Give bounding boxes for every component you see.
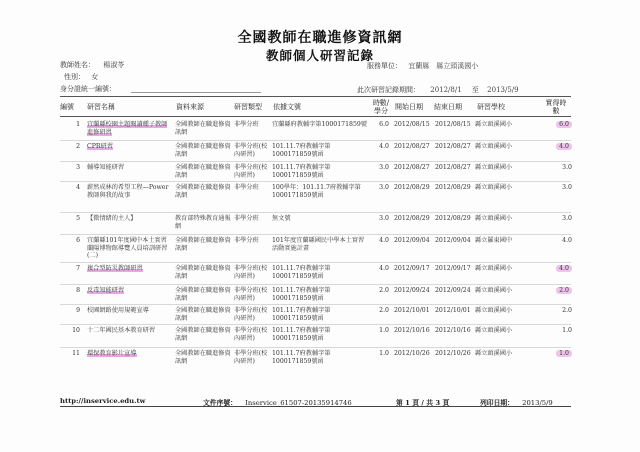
cell-actual (538, 327, 572, 335)
cell-end-text: 2012/08/27 (435, 164, 471, 171)
cell-source-text: 全國教師在職進修資訊網 (175, 164, 231, 179)
cell-doc-text: 100學年：101.11.7府教輔字第1000171859號函 (272, 184, 361, 199)
cell-doc (272, 287, 368, 302)
cell-actual-text: 4.0 (556, 143, 572, 150)
cell-hours (367, 143, 389, 151)
cell-start (394, 327, 432, 335)
cell-start-text: 2012/08/29 (394, 184, 430, 191)
cell-name (87, 350, 173, 358)
cell-start (394, 265, 432, 273)
cell-name-text: 宜蘭縣校園主題閱讀種子教師進修研習 (87, 121, 168, 136)
cell-no-text: 4 (76, 184, 80, 191)
record-period-to: 2013/5/9 (487, 86, 519, 94)
cell-hours-text: 4.0 (379, 265, 389, 272)
row-divider (60, 324, 571, 325)
cell-source-text: 全國教師在職進修資訊網 (175, 287, 231, 302)
cell-end (435, 184, 473, 192)
cell-doc-text: 101.11.7府教輔字第1000171859號函 (272, 327, 331, 342)
row-divider (60, 284, 571, 285)
teacher-gender-field (64, 72, 98, 82)
cell-actual (538, 307, 572, 315)
cell-end-text: 2012/08/29 (435, 184, 471, 191)
cell-name-text: 環保教育影片宣導 (87, 350, 137, 357)
document-subtitle: 教師個人研習記錄 (265, 48, 374, 63)
teacher-name-value: 楊淑苓 (103, 61, 125, 69)
col-header-end: 結束日期 (434, 103, 462, 111)
footer-doc-field (203, 397, 352, 407)
footer-print-date: 2013/5/9 (522, 399, 553, 407)
footer-doc-no: Inservice_61507-20135914746 (245, 399, 352, 407)
cell-source (175, 350, 231, 365)
cell-actual (538, 350, 572, 358)
cell-doc (272, 184, 368, 199)
cell-no-text: 10 (72, 327, 80, 334)
cell-school (475, 164, 535, 172)
table-top-rule (60, 96, 571, 97)
cell-type (234, 307, 272, 322)
cell-type (234, 327, 272, 342)
cell-source (175, 237, 231, 252)
cell-source (175, 327, 231, 342)
cell-start (394, 350, 432, 358)
cell-hours-text: 3.0 (379, 215, 389, 222)
cell-no-text: 7 (76, 265, 80, 272)
row-divider (60, 347, 571, 348)
cell-source (175, 121, 231, 136)
cell-school-text: 縣立頭溪國小 (475, 164, 513, 171)
cell-doc-text: 101.11.7府教輔字第1000171859號函 (272, 164, 331, 179)
cell-source (175, 215, 231, 230)
cell-type (234, 287, 272, 302)
cell-no (60, 184, 80, 192)
cell-no-text: 5 (76, 215, 80, 222)
cell-source-text: 全國教師在職進修資訊網 (175, 265, 231, 280)
cell-actual (538, 287, 572, 295)
cell-source-text: 全國教師在職進修資訊網 (175, 327, 231, 342)
cell-school-text: 縣立頭溪國小 (475, 350, 513, 357)
cell-source-text: 教育部特殊教育通報網 (175, 215, 231, 230)
col-header-start: 開始日期 (395, 103, 423, 111)
cell-school-text: 縣立頭溪國小 (475, 184, 513, 191)
cell-end-text: 2012/10/01 (435, 307, 471, 314)
cell-start (394, 237, 432, 245)
cell-name-text: 【微情緒的主人】 (87, 215, 137, 222)
cell-school-text: 縣立頭溪國小 (475, 287, 513, 294)
cell-school (475, 307, 535, 315)
cell-actual-text: 2.0 (556, 287, 572, 294)
cell-name-text: 反毒知能研習 (87, 287, 125, 294)
cell-actual-text: 3.0 (562, 215, 572, 222)
row-divider (60, 234, 571, 235)
cell-actual (538, 164, 572, 172)
cell-school-text: 縣立頭溪國小 (475, 215, 513, 222)
cell-no-text: 8 (76, 287, 80, 294)
cell-actual (538, 237, 572, 245)
cell-school (475, 184, 535, 192)
cell-actual (538, 121, 572, 129)
cell-start-text: 2012/08/15 (394, 121, 430, 128)
col-header-actual: 實得時數 (545, 99, 567, 115)
cell-name-text: 薪然成林的希望工程—Power教師與我的故事 (87, 184, 169, 199)
cell-doc-text: 無文號 (272, 215, 291, 222)
footer-doc-label: 文件序號： (203, 399, 237, 407)
cell-end (435, 265, 473, 273)
cell-end-text: 2012/08/15 (435, 121, 471, 128)
cell-school (475, 327, 535, 335)
record-period-from: 2012/8/1 (430, 86, 462, 94)
cell-actual (538, 215, 572, 223)
cell-actual-text: 1.0 (562, 327, 572, 334)
cell-name-text: 複合型防災教師研習 (87, 265, 143, 272)
cell-hours (367, 307, 389, 315)
cell-hours (367, 350, 389, 358)
cell-start (394, 164, 432, 172)
cell-source (175, 265, 231, 280)
cell-doc (272, 237, 368, 252)
cell-actual-text: 3.0 (562, 164, 572, 171)
cell-type (234, 265, 272, 280)
cell-type (234, 215, 272, 223)
cell-start (394, 287, 432, 295)
teacher-name-field (60, 60, 124, 70)
cell-actual (538, 184, 572, 192)
cell-school-text: 縣立頭溪國小 (475, 265, 513, 272)
cell-end (435, 164, 473, 172)
cell-type (234, 350, 272, 365)
cell-school-text: 縣立羅東國中 (475, 237, 513, 244)
cell-name (87, 164, 173, 172)
cell-school-text: 縣立頭溪國小 (475, 143, 513, 150)
cell-source (175, 287, 231, 302)
cell-no-text: 6 (76, 237, 80, 244)
cell-type-text: 非學分班 (234, 237, 259, 244)
cell-no (60, 287, 80, 295)
cell-type-text: 非學分班 (234, 121, 259, 128)
cell-start-text: 2012/10/26 (394, 350, 430, 357)
cell-no (60, 215, 80, 223)
col-header-school: 研習學校 (477, 103, 505, 111)
cell-start-text: 2012/09/17 (394, 265, 430, 272)
row-divider (60, 212, 571, 213)
cell-hours-text: 2.0 (379, 307, 389, 314)
cell-doc-text: 宜蘭縣府教輔字第1000171859號 (272, 121, 368, 128)
cell-doc (272, 265, 368, 280)
cell-name-text: CPR研習 (87, 143, 113, 150)
cell-hours-text: 3.0 (379, 164, 389, 171)
cell-school-text: 縣立頭溪國小 (475, 327, 513, 334)
row-divider (60, 304, 571, 305)
cell-start (394, 215, 432, 223)
cell-name (87, 265, 173, 273)
cell-end (435, 287, 473, 295)
cell-name-text: 校園網路使用規範宣導 (87, 307, 149, 314)
cell-start (394, 184, 432, 192)
cell-end (435, 143, 473, 151)
cell-type-text: 非學分班(校內研習) (234, 265, 268, 280)
cell-source (175, 307, 231, 322)
document-title: 全國教師在職進修資訊網 (237, 30, 403, 46)
cell-end (435, 350, 473, 358)
cell-actual-text: 2.0 (562, 307, 572, 314)
cell-end-text: 2012/09/24 (435, 287, 471, 294)
cell-no (60, 350, 80, 358)
cell-end-text: 2012/10/16 (435, 327, 471, 334)
cell-name (87, 327, 173, 335)
teacher-gender-label: 性別： (64, 73, 85, 81)
cell-doc (272, 121, 368, 129)
cell-start-text: 2012/09/04 (394, 237, 430, 244)
cell-name-text: 宜蘭縣101年度國中本土實習蘭陽博物館導覽人員培訓研習(二) (87, 237, 168, 259)
cell-hours (367, 287, 389, 295)
cell-end (435, 121, 473, 129)
teacher-gender-value: 女 (91, 73, 99, 81)
cell-no (60, 327, 80, 335)
cell-no (60, 265, 80, 273)
cell-name-text: 十二年國民基本教育研習 (87, 327, 156, 334)
cell-school (475, 265, 535, 273)
cell-no-text: 11 (72, 350, 80, 357)
cell-hours-text: 1.0 (379, 327, 389, 334)
cell-school (475, 215, 535, 223)
cell-doc (272, 307, 368, 322)
cell-start (394, 143, 432, 151)
col-header-doc: 依據文號 (273, 103, 301, 111)
cell-school-text: 縣立頭溪國小 (475, 307, 513, 314)
teacher-name-label: 教師姓名： (60, 61, 95, 69)
cell-end-text: 2012/10/26 (435, 350, 471, 357)
cell-doc (272, 350, 368, 365)
col-header-type: 研習類型 (234, 103, 262, 111)
cell-type-text: 非學分班 (234, 215, 259, 222)
cell-no (60, 143, 80, 151)
cell-name (87, 215, 173, 223)
cell-type-text: 非學分班(校內研習) (234, 327, 268, 342)
cell-start-text: 2012/08/27 (394, 164, 430, 171)
cell-doc-text: 101.11.7府教輔字第1000171859號函 (272, 265, 331, 280)
cell-type-text: 非學分班(校內研習) (234, 307, 268, 322)
cell-start-text: 2012/09/24 (394, 287, 430, 294)
cell-school (475, 350, 535, 358)
record-period-field (357, 85, 519, 95)
footer-page: 第 1 頁 / 共 3 頁 (396, 399, 450, 407)
cell-hours-text: 4.0 (379, 237, 389, 244)
id-underline (131, 92, 261, 93)
cell-name (87, 287, 173, 295)
col-header-no: 編號 (60, 103, 74, 111)
cell-no (60, 237, 80, 245)
cell-no (60, 121, 80, 129)
cell-start (394, 121, 432, 129)
cell-actual-text: 1.0 (556, 350, 572, 357)
cell-doc-text: 101年度宜蘭縣國民中學本土實習活動實施計畫 (272, 237, 365, 252)
cell-type-text: 非學分班(校內研習) (234, 143, 268, 158)
cell-school-text: 縣立頭溪國小 (475, 121, 513, 128)
cell-actual-text: 6.0 (556, 121, 572, 128)
cell-school (475, 143, 535, 151)
service-unit-value: 宜蘭縣 縣立頭溪國小 (408, 62, 479, 70)
cell-hours-text: 3.0 (379, 184, 389, 191)
table-header-rule (60, 116, 571, 117)
cell-actual (538, 265, 572, 273)
cell-source (175, 184, 231, 199)
cell-end (435, 215, 473, 223)
cell-doc-text: 101.11.7府教輔字第1000171859號函 (272, 143, 331, 158)
service-unit-field (367, 61, 478, 71)
cell-end (435, 237, 473, 245)
footer-url: http://inservice.edu.tw (60, 397, 146, 405)
cell-hours-text: 6.0 (379, 121, 389, 128)
row-divider (60, 262, 571, 263)
col-header-source: 資料來源 (176, 103, 204, 111)
cell-source-text: 全國教師在職進修資訊網 (175, 184, 231, 199)
cell-name (87, 237, 173, 260)
footer-print-field (480, 397, 553, 407)
cell-doc-text: 101.11.7府教輔字第1000171859號函 (272, 350, 331, 365)
cell-no-text: 2 (76, 143, 80, 150)
cell-end-text: 2012/09/17 (435, 265, 471, 272)
cell-end-text: 2012/08/27 (435, 143, 471, 150)
cell-actual-text: 4.0 (562, 237, 572, 244)
cell-doc-text: 101.11.7府教輔字第1000171859號函 (272, 287, 331, 302)
cell-source (175, 164, 231, 179)
cell-name (87, 143, 173, 151)
cell-type (234, 121, 272, 129)
row-divider (60, 181, 571, 182)
cell-type-text: 非學分班(校內研習) (234, 350, 268, 365)
cell-hours (367, 121, 389, 129)
cell-name (87, 121, 173, 136)
cell-source-text: 全國教師在職進修資訊網 (175, 307, 231, 322)
cell-end (435, 307, 473, 315)
cell-doc-text: 101.11.7府教輔字第1000171859號函 (272, 307, 331, 322)
service-unit-label: 服務單位： (367, 62, 402, 70)
cell-type (234, 184, 272, 192)
cell-hours (367, 237, 389, 245)
cell-school (475, 237, 535, 245)
cell-source-text: 全國教師在職進修資訊網 (175, 121, 231, 136)
cell-no (60, 307, 80, 315)
cell-end (435, 327, 473, 335)
cell-type (234, 237, 272, 245)
record-period-label: 此次研習記錄期間： (357, 86, 420, 94)
cell-actual (538, 143, 572, 151)
cell-start (394, 307, 432, 315)
cell-type-text: 非學分班(校內研習) (234, 287, 268, 302)
cell-school (475, 287, 535, 295)
col-header-hours: 時數/學分 (372, 99, 390, 115)
cell-doc (272, 327, 368, 342)
cell-hours-text: 1.0 (379, 350, 389, 357)
cell-no (60, 164, 80, 172)
cell-end-text: 2012/09/04 (435, 237, 471, 244)
col-header-name: 研習名稱 (87, 103, 115, 111)
cell-name (87, 307, 173, 315)
cell-hours-text: 2.0 (379, 287, 389, 294)
cell-actual-text: 3.0 (562, 184, 572, 191)
record-period-to-label: 至 (471, 86, 479, 94)
cell-hours (367, 164, 389, 172)
cell-type-text: 非學分班(校內研習) (234, 164, 268, 179)
row-divider (60, 161, 571, 162)
footer-print-label: 列印日期： (480, 399, 514, 407)
cell-no-text: 3 (76, 164, 80, 171)
row-divider (60, 140, 571, 141)
cell-hours (367, 327, 389, 335)
cell-type (234, 143, 272, 158)
cell-doc (272, 215, 368, 223)
cell-type (234, 164, 272, 179)
cell-source-text: 全國教師在職進修資訊網 (175, 237, 231, 252)
cell-hours-text: 4.0 (379, 143, 389, 150)
cell-start-text: 2012/08/29 (394, 215, 430, 222)
cell-actual-text: 4.0 (556, 265, 572, 272)
cell-start-text: 2012/08/27 (394, 143, 430, 150)
cell-name-text: 輔導知能研習 (87, 164, 125, 171)
cell-start-text: 2012/10/01 (394, 307, 430, 314)
cell-hours (367, 184, 389, 192)
cell-doc (272, 143, 368, 158)
cell-start-text: 2012/10/16 (394, 327, 430, 334)
cell-end-text: 2012/08/29 (435, 215, 471, 222)
teacher-id-label: 身分證統一編號： (60, 85, 116, 93)
cell-type-text: 非學分班 (234, 184, 259, 191)
cell-doc (272, 164, 368, 179)
cell-source-text: 全國教師在職進修資訊網 (175, 143, 231, 158)
cell-source-text: 全國教師在職進修資訊網 (175, 350, 231, 365)
cell-source (175, 143, 231, 158)
cell-school (475, 121, 535, 129)
cell-name (87, 184, 173, 199)
cell-no-text: 1 (76, 121, 80, 128)
cell-no-text: 9 (76, 307, 80, 314)
cell-hours (367, 265, 389, 273)
cell-hours (367, 215, 389, 223)
